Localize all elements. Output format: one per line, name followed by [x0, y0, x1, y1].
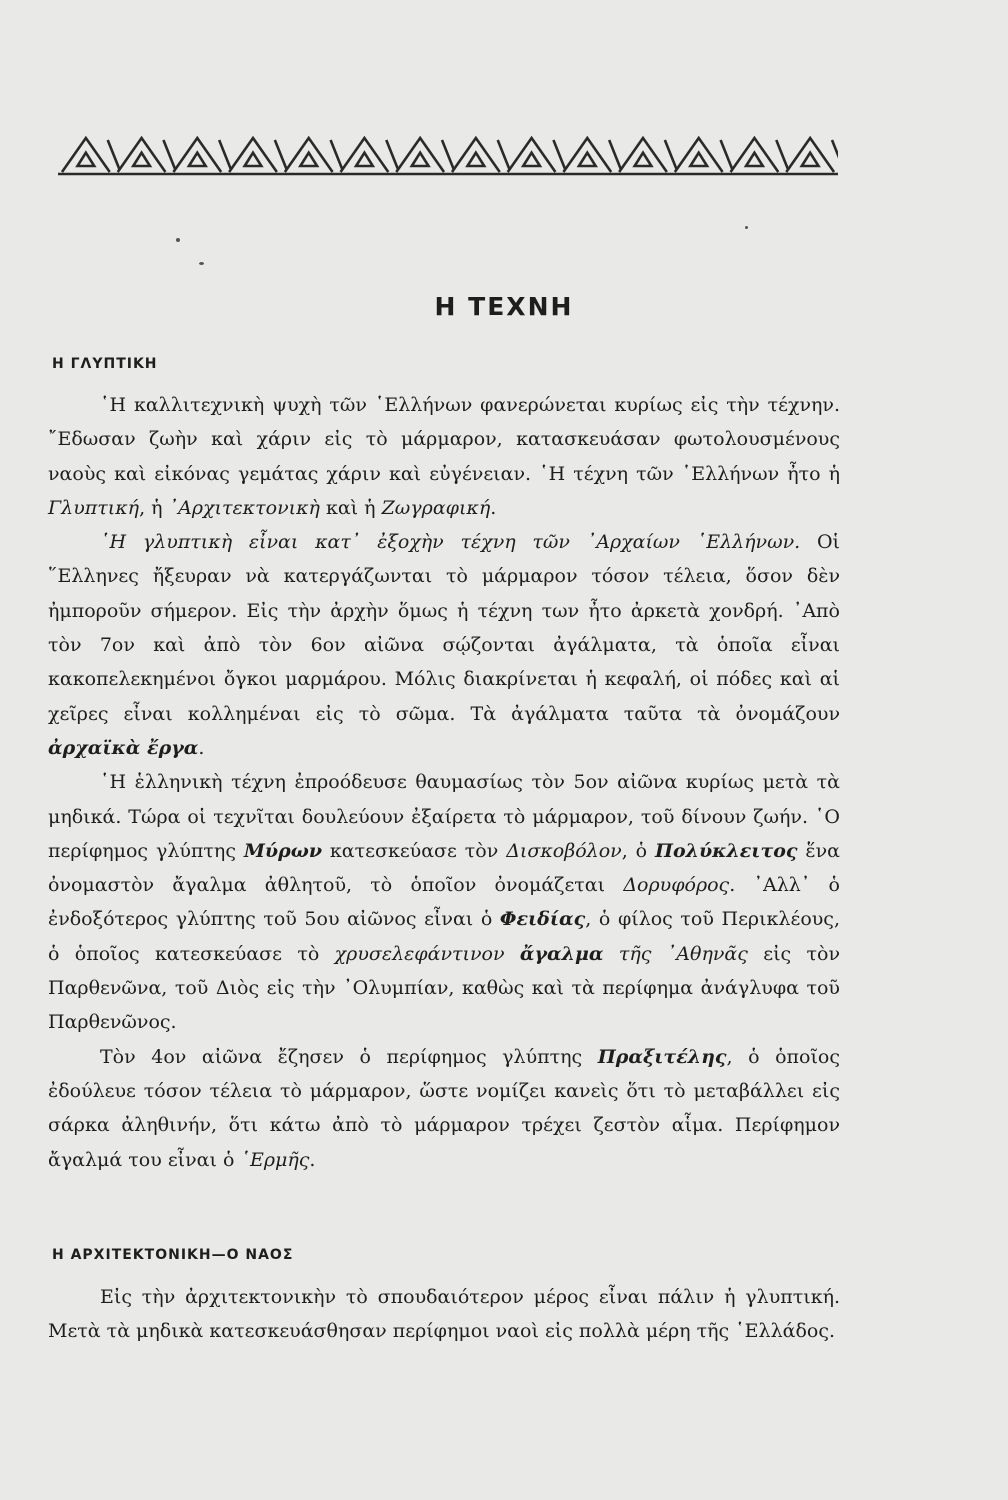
print-speck [745, 226, 748, 229]
section-heading-architecture: Η ΑΡΧΙΤΕΚΤΟΝΙΚΗ—Ο ΝΑΟΣ [52, 1247, 294, 1263]
print-speck [176, 238, 180, 242]
greek-key-pattern [58, 138, 838, 174]
greek-key-border [58, 132, 838, 178]
paragraph: Εἰς τὴν ἀρχιτεκτονικὴν τὸ σπουδαιότερον μέρος εἶναι πάλιν ἡ γλυπτική. Μετὰ τὰ μηδικὰ κατεσκευάσθησαν περίφημοι ναοὶ εἰς πολλὰ μέρη τῆς ῾Ελλάδος. [48, 1286, 840, 1343]
paragraph: ῾Η ἑλληνικὴ τέχνη ἐπροόδευσε θαυμασίως τὸν 5ον αἰῶνα κυρίως μετὰ τὰ μηδικά. Τώρα οἱ τεχνῖται δουλεύουν ἐξαίρετα τὸ μάρμαρον, τοῦ δίνουν ζωήν. ῾Ο περίφημος γλύπτης Μύρων κατεσκεύασε τὸν Δισκοβόλον, ὁ Πολύκλειτος ἕνα ὀνομαστὸν ἄγαλμα ἀθλητοῦ, τὸ ὁποῖον ὀνομάζεται Δορυφόρος. ᾿Αλλ᾿ ὁ ἐνδοξότερος γλύπτης τοῦ 5ου αἰῶνος εἶναι ὁ Φειδίας, ὁ φίλος τοῦ Περικλέους, ὁ ὁποῖος κατεσκεύασε τὸ χρυσελεφάντινον ἄγαλμα τῆς ᾿Αθηνᾶς εἰς τὸν Παρθενῶνα, τοῦ Διὸς εἰς τὴν ᾿Ολυμπίαν, καθὼς καὶ τὰ περίφημα ἀνάγλυφα τοῦ Παρθενῶνος. [48, 771, 841, 1034]
section-body-sculpture [48, 388, 840, 1177]
paragraph: ῾Η γλυπτικὴ εἶναι κατ᾿ ἐξοχὴν τέχνη τῶν ᾿Αρχαίων ῾Ελλήνων. Οἱ ῞Ελληνες ἤξευραν νὰ κατεργάζωνται τὸ μάρμαρον τόσον τέλεια, ὅσον δὲν ἠμποροῦν σήμερον. Εἰς τὴν ἀρχὴν ὅμως ἡ τέχνη των ἦτο ἀρκετὰ χονδρή. ᾿Απὸ τὸν 7ον καὶ ἀπὸ τὸν 6ον αἰῶνα σῴζονται ἀγάλματα, τὰ ὁποῖα εἶναι κακοπελεκημένοι ὄγκοι μαρμάρου. Μόλις διακρίνεται ἡ κεφαλή, οἱ πόδες καὶ αἱ χεῖρες εἶναι κολλημέναι εἰς τὸ σῶμα. Τὰ ἀγάλματα ταῦτα τὰ ὀνομάζουν ἀρχαϊκὰ ἔργα. [48, 531, 840, 759]
print-speck [199, 262, 204, 265]
page-title: Η ΤΕΧΝΗ [434, 292, 574, 321]
section-heading-sculpture: Η ΓΛΥΠΤΙΚΗ [52, 356, 158, 372]
paragraph: Τὸν 4ον αἰῶνα ἔζησεν ὁ περίφημος γλύπτης Πραξιτέλης, ὁ ὁποῖος ἐδούλευε τόσον τέλεια τὸ μάρμαρον, ὥστε νομίζει κανεὶς ὅτι τὸ μεταβάλλει εἰς σάρκα ἀληθινήν, ὅτι κάτω ἀπὸ τὸ μάρμαρον τρέχει ζεστὸν αἷμα. Περίφημον ἄγαλμά του εἶναι ὁ ῾Ερμῆς. [48, 1045, 841, 1171]
paragraph: ῾Η καλλιτεχνικὴ ψυχὴ τῶν ῾Ελλήνων φανερώνεται κυρίως εἰς τὴν τέχνην. ῎Εδωσαν ζωὴν καὶ χάριν εἰς τὸ μάρμαρον, κατασκευάσαν φωτολουσμένους ναοὺς καὶ εἰκόνας γεμάτας χάριν καὶ εὐγένειαν. ῾Η τέχνη τῶν ῾Ελλήνων ἦτο ἡ Γλυπτική, ἡ ᾿Αρχιτεκτονικὴ καὶ ἡ Ζωγραφική. [48, 394, 840, 519]
section-body-architecture [48, 1280, 840, 1349]
